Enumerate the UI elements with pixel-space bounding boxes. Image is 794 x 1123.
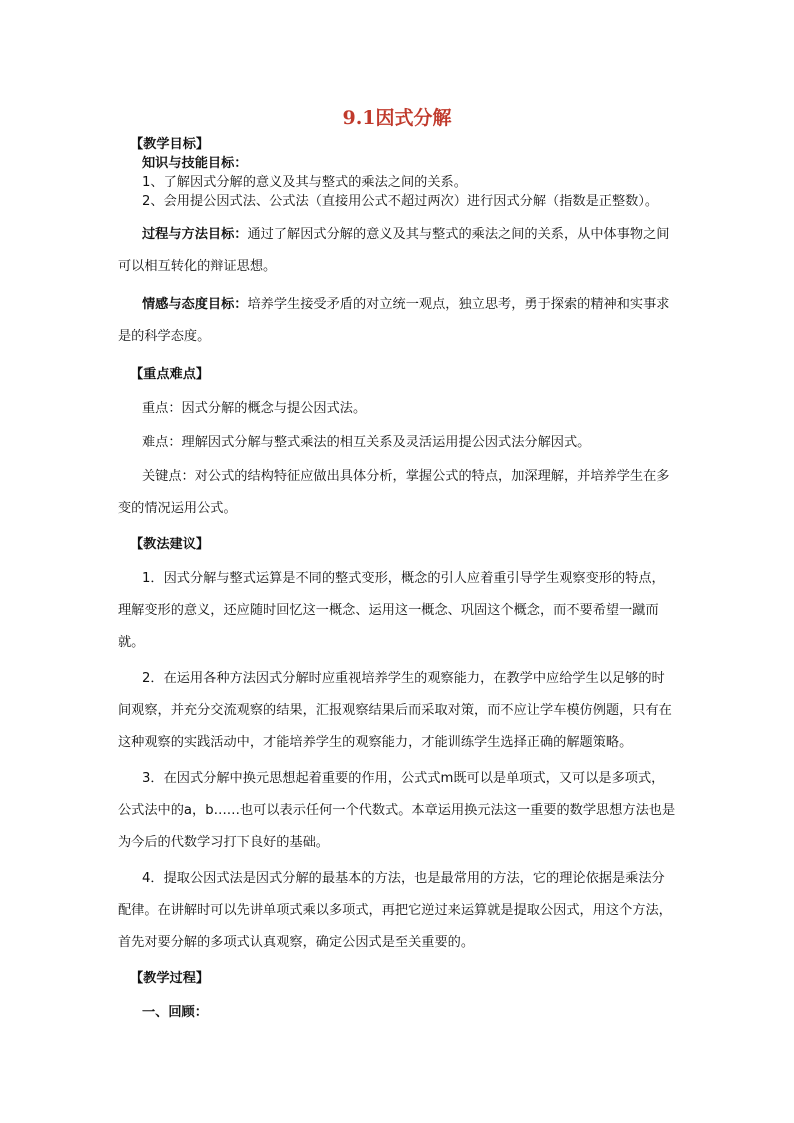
key-heading: 【重点难点】: [130, 367, 210, 382]
knowledge-heading: 知识与技能目标：: [142, 156, 248, 171]
emotion-goal-label: 情感与态度目标：: [142, 297, 248, 312]
review-heading: 一、回顾：: [142, 1005, 208, 1020]
method-heading: 【教法建议】: [130, 537, 210, 552]
method-item-2: 2．在运用各种方法因式分解时应重视培养学生的观察能力，在教学中应给学生以足够的时间观察，并充分交流观察的结果，汇报观察结果后而采取对策，而不应让学车模仿例题，只有在这种观察的实践活动中，才能培养学生的观察能力，才能训练学生选择正确的解题策略。: [118, 671, 672, 750]
goals-heading: 【教学目标】: [130, 137, 210, 152]
method-item-4: 4．提取公因式法是因式分解的最基本的方法，也是最常用的方法，它的理论依据是乘法分配律。在讲解时可以先讲单项式乘以多项式，再把它逆过来运算就是提取公因式，用这个方法，首先对要分解的多项式认真观察，确定公因式是至关重要的。: [118, 871, 672, 950]
knowledge-item-2: 2、会用提公因式法、公式法（直接用公式不超过两次）进行因式分解（指数是正整数）。: [142, 194, 659, 209]
key-point: 重点：因式分解的概念与提公因式法。: [142, 401, 367, 416]
process-heading: 【教学过程】: [130, 971, 210, 986]
knowledge-item-1: 1、了解因式分解的意义及其与整式的乘法之间的关系。: [142, 175, 467, 190]
difficulty: 难点：理解因式分解与整式乘法的相互关系及灵活运用提公因式法分解因式。: [142, 435, 591, 450]
process-goal-label: 过程与方法目标：: [142, 227, 248, 242]
emotion-goal: [118, 289, 676, 353]
document-title: 9.1因式分解: [342, 107, 452, 129]
method-item-1: 1．因式分解与整式运算是不同的整式变形，概念的引人应着重引导学生观察变形的特点，理解变形的意义，还应随时回忆这一概念、运用这一概念、巩固这个概念，而不要希望一蹴而就。: [118, 571, 665, 650]
document-body: [118, 135, 676, 1029]
process-goal: [118, 219, 676, 283]
crux: 关键点：对公式的结构特征应做出具体分析，掌握公式的特点，加深理解，并培养学生在多变的情况运用公式。: [118, 469, 670, 516]
process-goal-text: 通过了解因式分解的意义及其与整式的乘法之间的关系，从中体事物之间可以相互转化的辩证思想。: [118, 227, 670, 274]
emotion-goal-text: 培养学生接受矛盾的对立统一观点，独立思考，勇于探索的精神和实事求是的科学态度。: [118, 297, 670, 344]
method-item-3: 3．在因式分解中换元思想起着重要的作用，公式式m既可以是单项式，又可以是多项式，公式法中的a，b……也可以表示任何一个代数式。本章运用换元法这一重要的数学思想方法也是为今后的代数学习打下良好的基础。: [118, 771, 676, 850]
